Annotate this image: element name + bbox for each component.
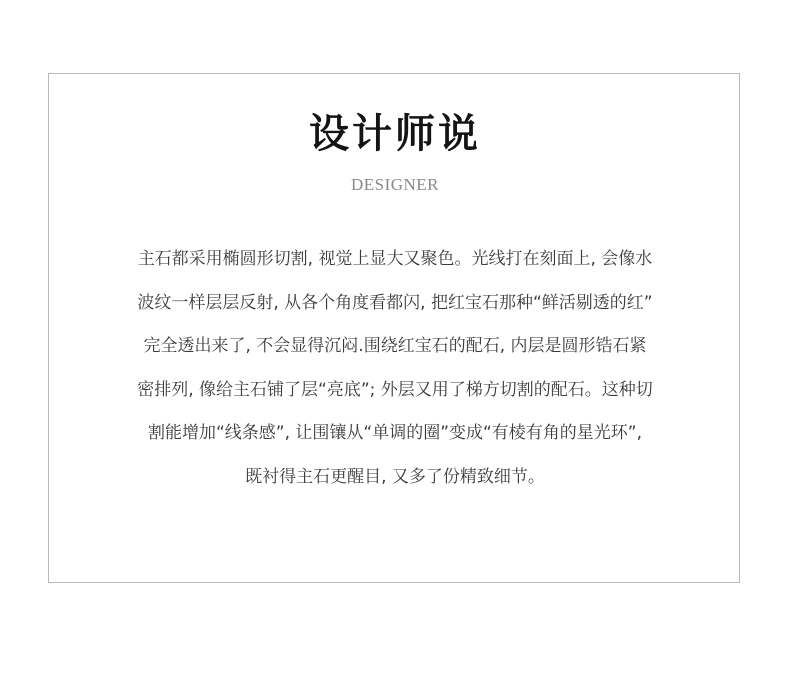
designer-description [90,238,700,499]
description-line-3: 完全透出来了, 不会显得沉闷.围绕红宝石的配石, 内层是圆形锆石紧 [143,336,647,356]
description-line-1: 主石都采用椭圆形切割, 视觉上显大又聚色。光线打在刻面上, 会像水 [137,249,653,269]
section-title: 设计师说 [309,110,481,157]
description-line-6: 既衬得主石更醒目, 又多了份精致细节。 [245,466,545,487]
description-line-5: 割能增加“线条感”, 让围镶从“单调的圈”变成“有棱有角的星光环”, [147,423,643,443]
description-line-4: 密排列, 像给主石铺了层“亮底”; 外层又用了梯方切割的配石。这种切 [137,379,653,400]
section-subtitle: DESIGNER [350,175,440,194]
description-line-2: 波纹一样层层反射, 从各个角度看都闪, 把红宝石那种“鲜活剔透的红” [137,292,653,313]
